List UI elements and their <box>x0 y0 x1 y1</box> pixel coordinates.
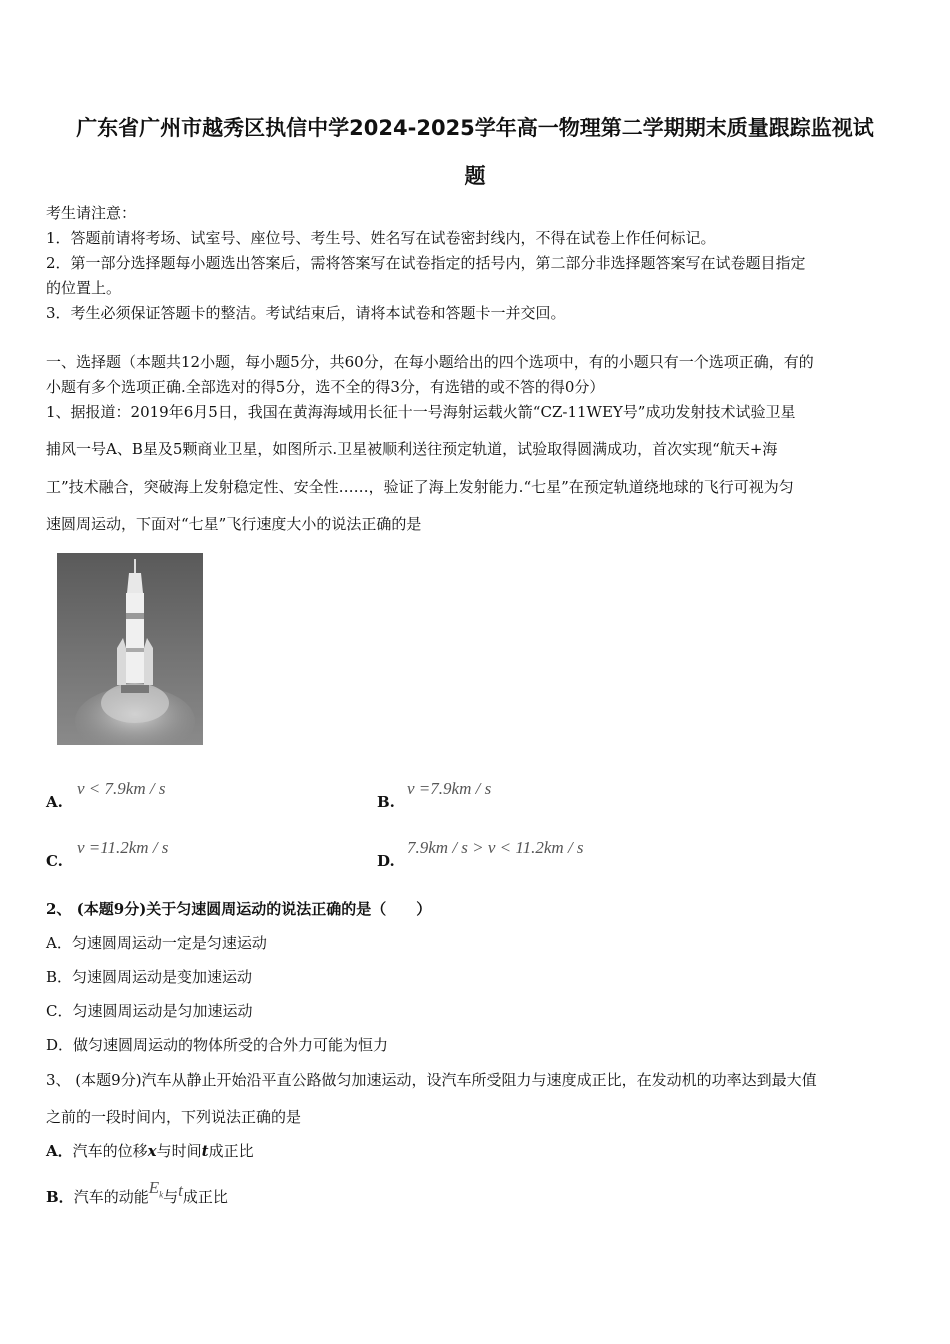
notice-item: 的位置上。 <box>46 279 122 297</box>
section-heading: 一、选择题（本题共12小题，每小题5分，共60分，在每小题给出的四个选项中，有的小题只有一个选项正确，有的 <box>46 353 814 371</box>
q1-option-a-label: A. <box>46 793 63 811</box>
q1-option-d-formula: 7.9km / s > v < 11.2km / s <box>407 838 584 857</box>
q3-stem-continuation: 之前的一段时间内，下列说法正确的是 <box>46 1108 302 1126</box>
q3-option-a-text: 汽车的位移 <box>72 1142 148 1160</box>
q1-option-a-formula: v < 7.9km / s <box>77 779 166 798</box>
q1-stem: 1、据报道：2019年6月5日，我国在黄海海域用长征十一号海射运载火箭“CZ-11WEY号”成功发射技术试验卫星 <box>46 403 796 421</box>
q2-stem: 2、 (本题9分)关于匀速圆周运动的说法正确的是（ ） <box>46 900 432 918</box>
var-t: t <box>178 1181 183 1200</box>
q3-option-a-text: 成正比 <box>208 1142 254 1160</box>
q1-option-c-formula: v =11.2km / s <box>77 838 169 857</box>
q3-option-a-text: 与时间 <box>156 1142 202 1160</box>
q1-option-b-formula: v =7.9km / s <box>407 779 492 798</box>
q3-option-b-text: 成正比 <box>182 1188 228 1206</box>
q1-stem: 捕风一号A、B星及5颗商业卫星，如图所示.卫星被顺利送往预定轨道，试验取得圆满成功，首次实现“航天+海 <box>46 440 778 458</box>
var-ek-main: E <box>148 1178 160 1197</box>
rocket-icon <box>57 553 203 745</box>
notice-heading: 考生请注意： <box>46 204 137 222</box>
var-t: t <box>201 1142 209 1160</box>
notice-item: 1．答题前请将考场、试室号、座位号、考生号、姓名写在试卷密封线内，不得在试卷上作任何标记。 <box>46 229 716 247</box>
q1-stem: 工”技术融合，突破海上发射稳定性、安全性……，验证了海上发射能力.“七星”在预定轨道绕地球的飞行可视为匀 <box>46 478 794 496</box>
page-title-continuation: 题 <box>464 164 486 188</box>
rocket-launch-image <box>57 553 203 745</box>
q3-option-b-text: 汽车的动能 <box>73 1188 149 1206</box>
var-x: x <box>147 1142 157 1160</box>
q2-option-d: D．做匀速圆周运动的物体所受的合外力可能为恒力 <box>46 1036 389 1054</box>
q1-option-d-label: D. <box>377 852 395 870</box>
var-ek <box>148 1178 164 1200</box>
q1-option-c-label: C. <box>46 852 63 870</box>
q3-option-b-label: B． <box>46 1188 74 1206</box>
section-heading-continuation: 小题有多个选项正确.全部选对的得5分，选不全的得3分，有选错的或不答的得0分） <box>46 378 605 396</box>
q3-option-a-label: A． <box>46 1142 73 1160</box>
q2-option-c: C．匀速圆周运动是匀加速运动 <box>46 1002 253 1020</box>
q2-option-b: B．匀速圆周运动是变加速运动 <box>46 968 253 986</box>
page-title: 广东省广州市越秀区执信中学2024-2025学年高一物理第二学期期末质量跟踪监视试 <box>76 116 874 140</box>
q1-option-b-label: B. <box>377 793 395 811</box>
var-ek-sub: k <box>159 1189 164 1200</box>
q1-stem: 速圆周运动，下面对“七星”飞行速度大小的说法正确的是 <box>46 515 422 533</box>
q3-option-b <box>46 1178 228 1208</box>
q3-option-b-text: 与 <box>163 1188 179 1206</box>
notice-item: 3．考生必须保证答题卡的整洁。考试结束后，请将本试卷和答题卡一并交回。 <box>46 304 566 322</box>
q2-option-a: A．匀速圆周运动一定是匀速运动 <box>46 934 267 952</box>
notice-item: 2．第一部分选择题每小题选出答案后，需将答案写在试卷指定的括号内，第二部分非选择题答案写在试卷题目指定 <box>46 254 806 272</box>
q3-stem: 3、 (本题9分)汽车从静止开始沿平直公路做匀加速运动，设汽车所受阻力与速度成正比，在发动机的功率达到最大值 <box>46 1071 817 1089</box>
q3-option-a <box>46 1140 254 1161</box>
